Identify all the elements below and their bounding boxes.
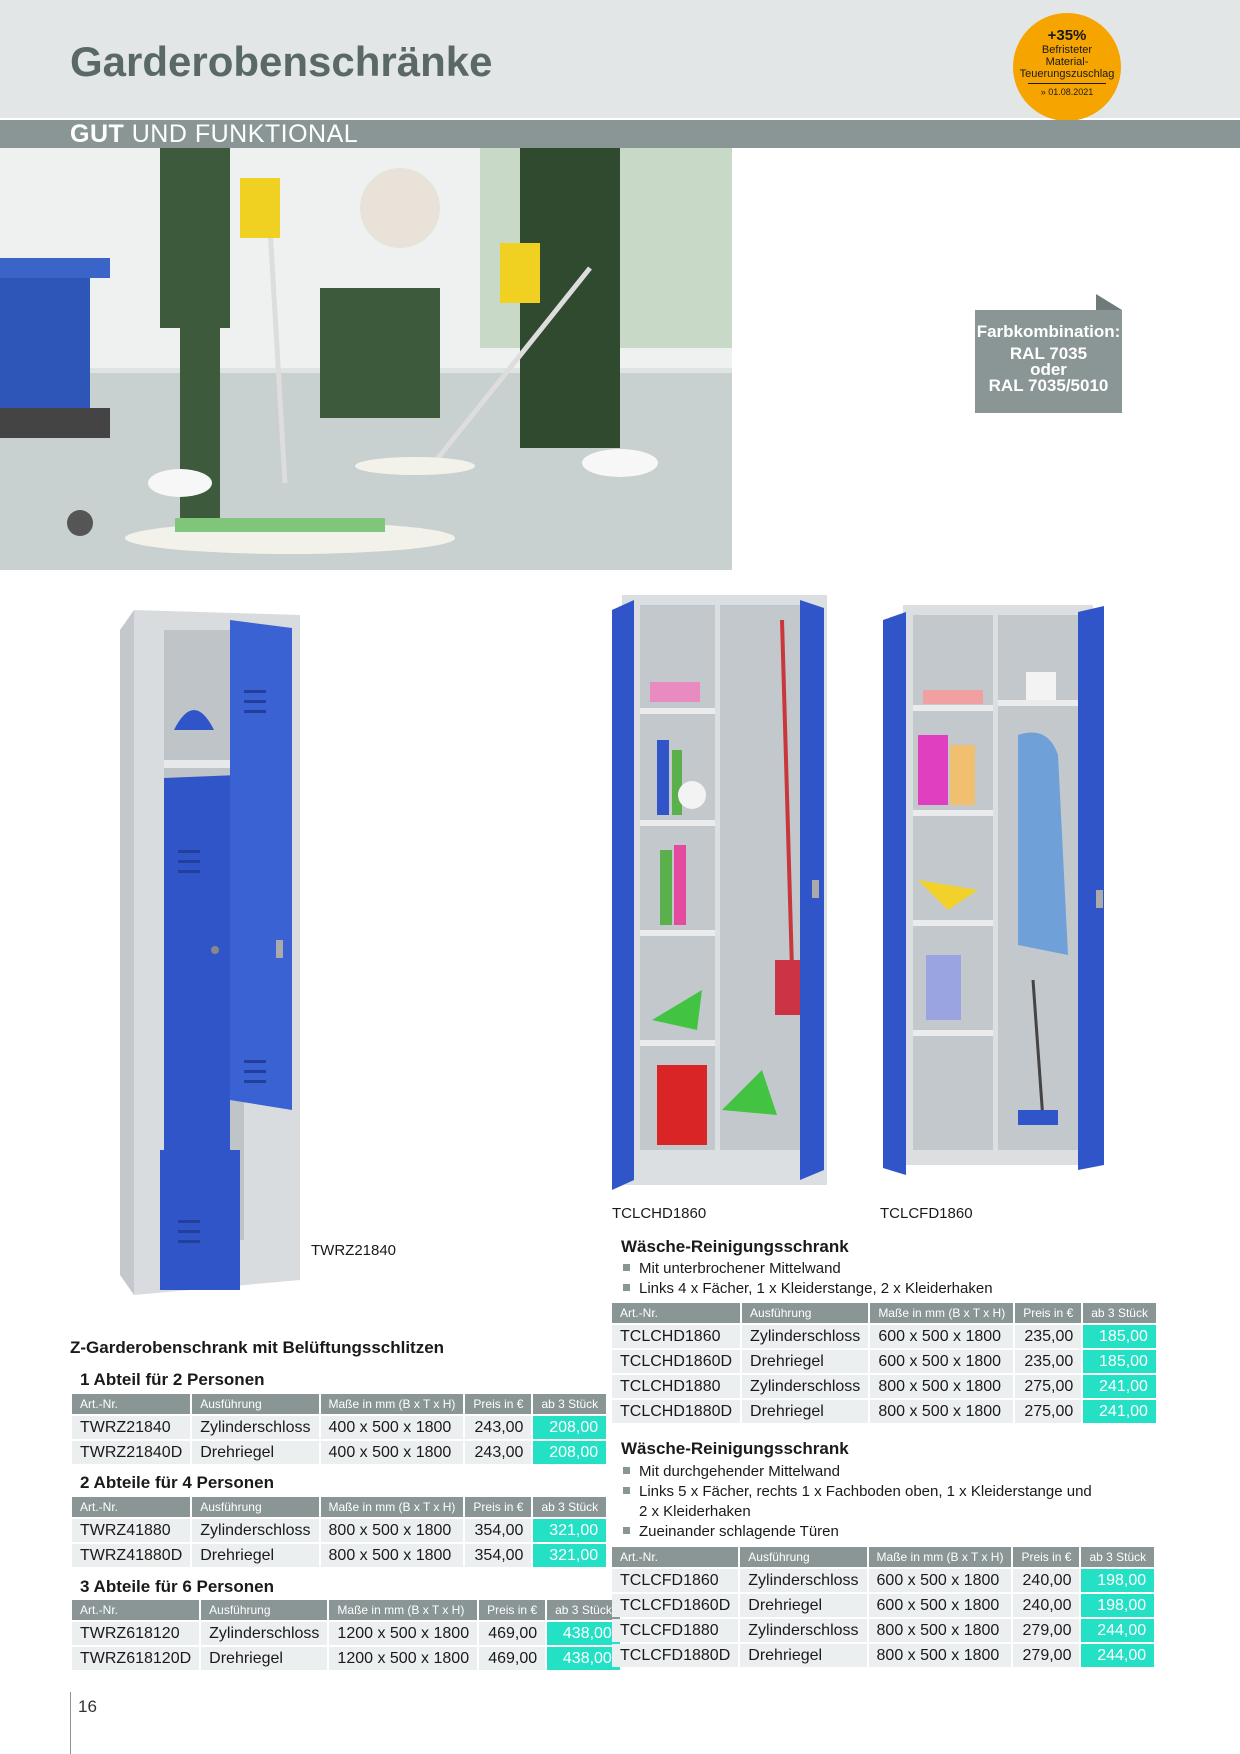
section-title: Wäsche-Reinigungsschrank (621, 1237, 849, 1256)
preis-ab-3: 321,00 (533, 1519, 606, 1542)
preis-ab-3: 244,00 (1081, 1644, 1154, 1667)
col-header: ab 3 Stück (533, 1497, 606, 1517)
col-header: Maße in mm (B x T x H) (870, 1303, 1013, 1323)
ausfuehrung: Drehriegel (192, 1544, 318, 1567)
feature-bullet (623, 1522, 839, 1542)
bullet-text: Links 4 x Fächer, 1 x Kleiderstange, 2 x Kleiderhaken (639, 1280, 993, 1297)
table-row (612, 1350, 1156, 1373)
art-nr: TWRZ21840D (72, 1441, 190, 1464)
preis: 243,00 (465, 1416, 531, 1439)
page-number: 16 (78, 1697, 97, 1716)
ausfuehrung: Drehriegel (740, 1594, 866, 1617)
preis-ab-3: 321,00 (533, 1544, 606, 1567)
table-row (72, 1416, 606, 1439)
preis-ab-3: 208,00 (533, 1441, 606, 1464)
bullet-text: Mit durchgehender Mittelwand (639, 1463, 840, 1480)
table-row (72, 1519, 606, 1542)
feature-bullet (623, 1259, 841, 1279)
price-table (610, 1545, 1156, 1669)
table-row (612, 1594, 1154, 1617)
col-header: ab 3 Stück (1081, 1547, 1154, 1567)
feature-bullet (623, 1482, 1092, 1502)
product-code-label: TCLCFD1860 (880, 1205, 973, 1222)
preis: 354,00 (465, 1519, 531, 1542)
price-table (70, 1392, 608, 1466)
preis-ab-3: 438,00 (547, 1647, 620, 1670)
table-header-row (72, 1600, 620, 1620)
masse: 600 x 500 x 1800 (870, 1350, 1013, 1373)
table-row (72, 1441, 606, 1464)
footer-divider (70, 1692, 71, 1754)
art-nr: TCLCFD1860D (612, 1594, 738, 1617)
preis-ab-3: 244,00 (1081, 1619, 1154, 1642)
cleaning-scene-illustration (0, 148, 732, 570)
surcharge-badge (1013, 13, 1121, 121)
col-header: Preis in € (1013, 1547, 1079, 1567)
bullet-square-icon (623, 1284, 630, 1291)
bullet-text: Zueinander schlagende Türen (639, 1523, 839, 1540)
preis-ab-3: 241,00 (1083, 1400, 1156, 1423)
feature-bullet-continuation: 2 x Kleiderhaken (639, 1503, 751, 1520)
table-row (72, 1544, 606, 1567)
col-header: Preis in € (1015, 1303, 1081, 1323)
masse: 800 x 500 x 1800 (321, 1544, 464, 1567)
ausfuehrung: Zylinderschloss (740, 1619, 866, 1642)
product-code-label: TCLCHD1860 (612, 1205, 707, 1222)
preis-ab-3: 185,00 (1083, 1350, 1156, 1373)
preis-ab-3: 185,00 (1083, 1325, 1156, 1348)
col-header: Art.-Nr. (612, 1547, 738, 1567)
bullet-square-icon (623, 1487, 630, 1494)
group-title: 3 Abteile für 6 Personen (80, 1577, 274, 1596)
masse: 400 x 500 x 1800 (321, 1416, 464, 1439)
ausfuehrung: Drehriegel (192, 1441, 318, 1464)
table-row (612, 1644, 1154, 1667)
col-header: Maße in mm (B x T x H) (329, 1600, 477, 1620)
bullet-text: Links 5 x Fächer, rechts 1 x Fachboden oben, 1 x Kleiderstange und (639, 1483, 1092, 1500)
col-header: Art.-Nr. (72, 1394, 190, 1414)
art-nr: TCLCHD1880 (612, 1375, 740, 1398)
col-header: Ausführung (192, 1394, 318, 1414)
z-locker-image (120, 610, 305, 1295)
label-corner (1096, 294, 1122, 310)
price-table (70, 1495, 608, 1569)
preis-ab-3: 198,00 (1081, 1594, 1154, 1617)
masse: 800 x 500 x 1800 (869, 1619, 1012, 1642)
col-header: Ausführung (740, 1547, 866, 1567)
art-nr: TCLCFD1880 (612, 1619, 738, 1642)
ausfuehrung: Zylinderschloss (742, 1325, 868, 1348)
badge-date: » 01.08.2021 (1028, 83, 1106, 98)
cleaning-photo (0, 148, 732, 570)
preis-ab-3: 438,00 (547, 1622, 620, 1645)
ausfuehrung: Drehriegel (740, 1644, 866, 1667)
col-header: ab 3 Stück (1083, 1303, 1156, 1323)
feature-bullet (623, 1462, 840, 1482)
ausfuehrung: Zylinderschloss (740, 1569, 866, 1592)
preis-ab-3: 198,00 (1081, 1569, 1154, 1592)
col-header: Art.-Nr. (72, 1497, 190, 1517)
price-table (70, 1598, 622, 1672)
badge-line: Befristeter (1041, 44, 1093, 56)
cleaning-locker-hd-image (612, 590, 837, 1190)
preis: 469,00 (479, 1622, 545, 1645)
farb-option-2: RAL 7035/5010 (988, 376, 1109, 395)
table-row (72, 1622, 620, 1645)
preis: 243,00 (465, 1441, 531, 1464)
preis: 275,00 (1015, 1375, 1081, 1398)
table-row (612, 1325, 1156, 1348)
section-title: Z-Garderobenschrank mit Belüftungsschlitzen (70, 1338, 445, 1357)
group-title: 2 Abteile für 4 Personen (80, 1473, 274, 1492)
table-header-row (612, 1303, 1156, 1323)
ausfuehrung: Drehriegel (742, 1350, 868, 1373)
art-nr: TCLCHD1880D (612, 1400, 740, 1423)
preis-ab-3: 241,00 (1083, 1375, 1156, 1398)
table-row (612, 1375, 1156, 1398)
ausfuehrung: Drehriegel (742, 1400, 868, 1423)
ausfuehrung: Zylinderschloss (192, 1416, 318, 1439)
masse: 600 x 500 x 1800 (870, 1325, 1013, 1348)
col-header: ab 3 Stück (533, 1394, 606, 1414)
subtitle-bar (0, 120, 1240, 148)
preis: 275,00 (1015, 1400, 1081, 1423)
col-header: Preis in € (465, 1497, 531, 1517)
masse: 1200 x 500 x 1800 (329, 1622, 477, 1645)
preis: 235,00 (1015, 1350, 1081, 1373)
bullet-square-icon (623, 1467, 630, 1474)
table-header-row (612, 1547, 1154, 1567)
table-header-row (72, 1497, 606, 1517)
masse: 800 x 500 x 1800 (321, 1519, 464, 1542)
subtitle-rest: UND FUNKTIONAL (124, 120, 359, 148)
art-nr: TWRZ21840 (72, 1416, 190, 1439)
bullet-square-icon (623, 1527, 630, 1534)
ausfuehrung: Drehriegel (201, 1647, 327, 1670)
table-header-row (72, 1394, 606, 1414)
masse: 600 x 500 x 1800 (869, 1594, 1012, 1617)
page-title: Garderobenschränke (70, 38, 493, 85)
masse: 800 x 500 x 1800 (870, 1375, 1013, 1398)
badge-percent: +35% (1047, 27, 1087, 44)
col-header: Art.-Nr. (72, 1600, 199, 1620)
farb-or: oder (1030, 360, 1067, 379)
col-header: Ausführung (742, 1303, 868, 1323)
art-nr: TCLCHD1860 (612, 1325, 740, 1348)
masse: 400 x 500 x 1800 (321, 1441, 464, 1464)
color-combination-box (975, 310, 1122, 413)
preis: 235,00 (1015, 1325, 1081, 1348)
col-header: ab 3 Stück (547, 1600, 620, 1620)
masse: 600 x 500 x 1800 (869, 1569, 1012, 1592)
table-row (612, 1569, 1154, 1592)
ausfuehrung: Zylinderschloss (742, 1375, 868, 1398)
art-nr: TWRZ618120D (72, 1647, 199, 1670)
col-header: Preis in € (465, 1394, 531, 1414)
masse: 1200 x 500 x 1800 (329, 1647, 477, 1670)
feature-bullet (623, 1279, 993, 1299)
art-nr: TCLCFD1880D (612, 1644, 738, 1667)
product-code-label: TWRZ21840 (311, 1242, 397, 1259)
col-header: Ausführung (201, 1600, 327, 1620)
preis: 354,00 (465, 1544, 531, 1567)
preis: 279,00 (1013, 1619, 1079, 1642)
col-header: Maße in mm (B x T x H) (321, 1394, 464, 1414)
badge-line: Material- (1045, 56, 1089, 68)
col-header: Maße in mm (B x T x H) (321, 1497, 464, 1517)
page-subtitle (70, 120, 358, 148)
badge-line: Teuerungszuschlag (1019, 68, 1115, 80)
col-header: Maße in mm (B x T x H) (869, 1547, 1012, 1567)
masse: 800 x 500 x 1800 (870, 1400, 1013, 1423)
preis: 469,00 (479, 1647, 545, 1670)
table-row (612, 1619, 1154, 1642)
table-row (612, 1400, 1156, 1423)
farb-label: Farbkombination: (976, 322, 1121, 341)
preis: 279,00 (1013, 1644, 1079, 1667)
art-nr: TWRZ41880D (72, 1544, 190, 1567)
preis: 240,00 (1013, 1569, 1079, 1592)
bullet-text: Mit unterbrochener Mittelwand (639, 1260, 841, 1277)
cleaning-locker-fd-image (878, 600, 1118, 1180)
col-header: Ausführung (192, 1497, 318, 1517)
art-nr: TCLCHD1860D (612, 1350, 740, 1373)
price-table (610, 1301, 1158, 1425)
subtitle-bold: GUT (70, 120, 125, 148)
group-title: 1 Abteil für 2 Personen (80, 1370, 265, 1389)
art-nr: TCLCFD1860 (612, 1569, 738, 1592)
art-nr: TWRZ41880 (72, 1519, 190, 1542)
preis: 240,00 (1013, 1594, 1079, 1617)
ausfuehrung: Zylinderschloss (201, 1622, 327, 1645)
art-nr: TWRZ618120 (72, 1622, 199, 1645)
farb-option-1: RAL 7035 (1009, 344, 1088, 363)
section-title: Wäsche-Reinigungsschrank (621, 1439, 849, 1458)
masse: 800 x 500 x 1800 (869, 1644, 1012, 1667)
ausfuehrung: Zylinderschloss (192, 1519, 318, 1542)
col-header: Preis in € (479, 1600, 545, 1620)
table-row (72, 1647, 620, 1670)
preis-ab-3: 208,00 (533, 1416, 606, 1439)
col-header: Art.-Nr. (612, 1303, 740, 1323)
bullet-square-icon (623, 1264, 630, 1271)
